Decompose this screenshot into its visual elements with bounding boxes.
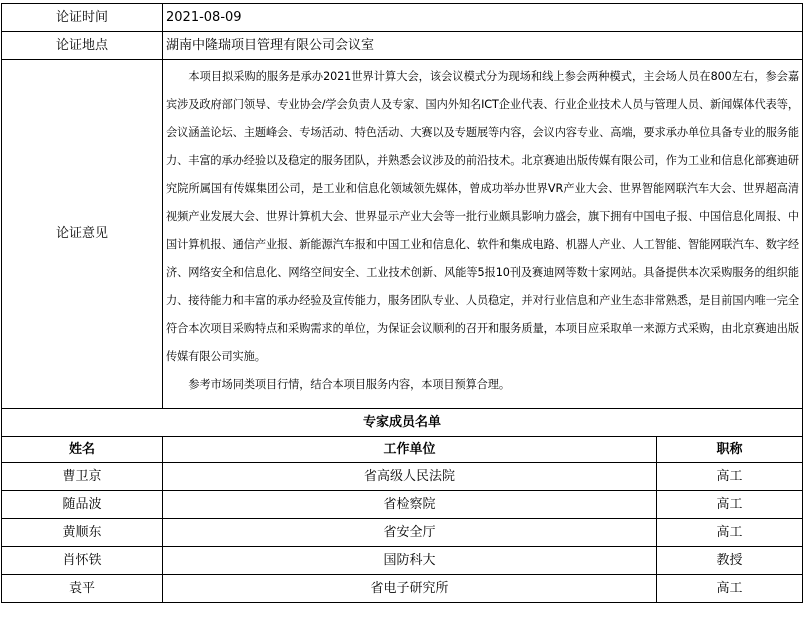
member-title: 教授 [657, 547, 803, 575]
member-title: 高工 [657, 463, 803, 491]
review-table [1, 3, 803, 603]
opinion-row [2, 60, 803, 409]
time-label: 论证时间 [2, 4, 163, 32]
member-title: 高工 [657, 575, 803, 603]
member-unit: 省检察院 [163, 491, 657, 519]
member-name: 肖怀铁 [2, 547, 163, 575]
time-value: 2021-08-09 [163, 4, 803, 32]
opinion-text [163, 60, 803, 409]
member-unit: 国防科大 [163, 547, 657, 575]
member-name: 袁平 [2, 575, 163, 603]
member-title: 高工 [657, 519, 803, 547]
member-title: 高工 [657, 491, 803, 519]
experts-title: 专家成员名单 [2, 409, 803, 437]
member-unit: 省电子研究所 [163, 575, 657, 603]
place-label: 论证地点 [2, 32, 163, 60]
experts-header-row [2, 437, 803, 463]
opinion-paragraph-1: 本项目拟采购的服务是承办2021世界计算大会，该会议模式分为现场和线上参会两种模式，主会场人员在800左右，参会嘉宾涉及政府部门领导、专业协会/学会负责人及专家、国内外知名ICT企业代表、行业企业技术人员与管理人员、新闻媒体代表等，会议涵盖论坛、主题峰会、专场活动、特色活动、大赛以及专题展等内容，会议内容专业、高端，要求承办单位具备专业的服务能力、丰富的承办经验以及稳定的服务团队，并熟悉会议涉及的前沿技术。北京赛迪出版传媒有限公司，作为工业和信息化部赛迪研究院所属国有传媒集团公司，是工业和信息化领域领先媒体，曾成功举办世界VR产业大会、世界智能网联汽车大会、世界超高清视频产业发展大会、世界计算机大会、世界显示产业大会等一批行业颇具影响力盛会，旗下拥有中国电子报、中国信息化周报、中国计算机报、通信产业报、新能源汽车报和中国工业和信息化、软件和集成电路、机器人产业、人工智能、智能网联汽车、数字经济、网络安全和信息化、网络空间安全、工业技术创新、风能等5报10刊及赛迪网等数十家网站。具备提供本次采购服务的组织能力、接待能力和丰富的承办经验及宣传能力，服务团队专业、人员稳定，并对行业信息和产业生态非常熟悉，是目前国内唯一完全符合本次项目采购特点和采购需求的单位，为保证会议顺利的召开和服务质量，本项目应采取单一来源方式采购，由北京赛迪出版传媒有限公司实施。 [166, 70, 799, 363]
table-row [2, 547, 803, 575]
opinion-paragraph-2: 参考市场同类项目行情，结合本项目服务内容，本项目预算合理。 [188, 378, 510, 391]
experts-title-row [2, 409, 803, 437]
header-name: 姓名 [2, 437, 163, 463]
table-row [2, 575, 803, 603]
table-row [2, 519, 803, 547]
table-row [2, 463, 803, 491]
header-unit: 工作单位 [163, 437, 657, 463]
time-row [2, 4, 803, 32]
header-title: 职称 [657, 437, 803, 463]
member-unit: 省安全厅 [163, 519, 657, 547]
member-unit: 省高级人民法院 [163, 463, 657, 491]
table-row [2, 491, 803, 519]
member-name: 随品波 [2, 491, 163, 519]
member-name: 黄顺东 [2, 519, 163, 547]
place-row [2, 32, 803, 60]
member-name: 曹卫京 [2, 463, 163, 491]
place-value: 湖南中隆瑞项目管理有限公司会议室 [163, 32, 803, 60]
opinion-label: 论证意见 [2, 60, 163, 409]
